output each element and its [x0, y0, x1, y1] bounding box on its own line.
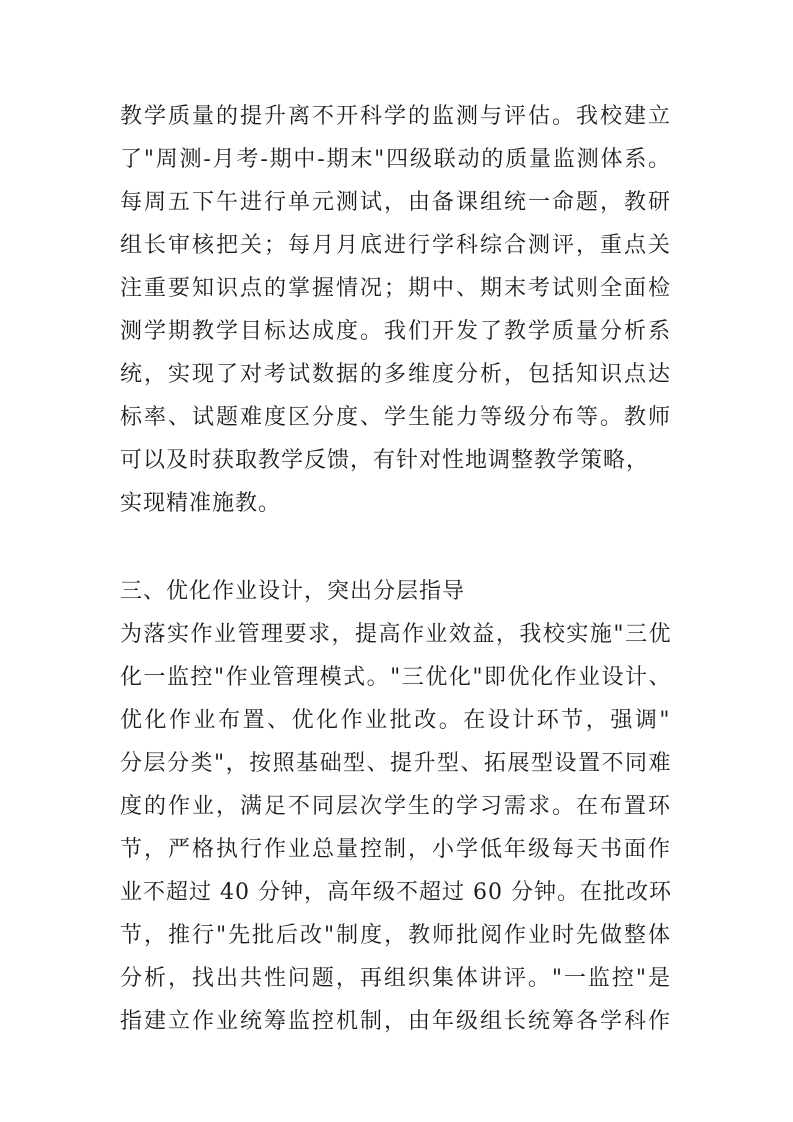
paragraph-line: 统，实现了对考试数据的多维度分析，包括知识点达 — [120, 362, 672, 387]
paragraph-line: 业不超过 40 分钟，高年级不超过 60 分钟。在批改环 — [120, 880, 672, 905]
paragraph-line: 节，推行"先批后改"制度，教师批阅作业时先做整体 — [120, 923, 672, 948]
paragraph-line: 节，严格执行作业总量控制，小学低年级每天书面作 — [120, 837, 672, 862]
paragraph-line: 实现精准施教。 — [120, 491, 282, 516]
paragraph-line: 注重要知识点的掌握情况；期中、期末考试则全面检 — [120, 276, 672, 301]
paragraph-line: 可以及时获取教学反馈，有针对性地调整教学策略， — [120, 448, 650, 473]
paragraph-line: 优化作业布置、优化作业批改。在设计环节，强调" — [120, 708, 672, 733]
paragraph-gap — [120, 532, 680, 577]
paragraph-line: 化一监控"作业管理模式。"三优化"即优化作业设计、 — [120, 665, 672, 690]
paragraph-line: 度的作业，满足不同层次学生的学习需求。在布置环 — [120, 794, 672, 819]
document-page — [120, 102, 680, 1050]
paragraph-line: 分层分类"，按照基础型、提升型、拓展型设置不同难 — [120, 751, 672, 776]
paragraph-line: 指建立作业统筹监控机制，由年级组长统筹各学科作 — [120, 1009, 672, 1034]
paragraph-line: 分析，找出共性问题，再组织集体讲评。"一监控"是 — [120, 966, 672, 991]
paragraph-line: 教学质量的提升离不开科学的监测与评估。我校建立 — [120, 104, 672, 129]
paragraph-line: 了"周测-月考-期中-期末"四级联动的质量监测体系。 — [120, 147, 672, 172]
paragraph-line: 组长审核把关；每月月底进行学科综合测评，重点关 — [120, 233, 672, 258]
paragraph-line: 每周五下午进行单元测试，由备课组统一命题，教研 — [120, 190, 672, 215]
paragraph-line: 标率、试题难度区分度、学生能力等级分布等。教师 — [120, 405, 672, 430]
paragraph-line: 为落实作业管理要求，提高作业效益，我校实施"三优 — [120, 622, 672, 647]
section-heading: 三、优化作业设计，突出分层指导 — [120, 579, 466, 604]
paragraph-line: 测学期教学目标达成度。我们开发了教学质量分析系 — [120, 319, 672, 344]
